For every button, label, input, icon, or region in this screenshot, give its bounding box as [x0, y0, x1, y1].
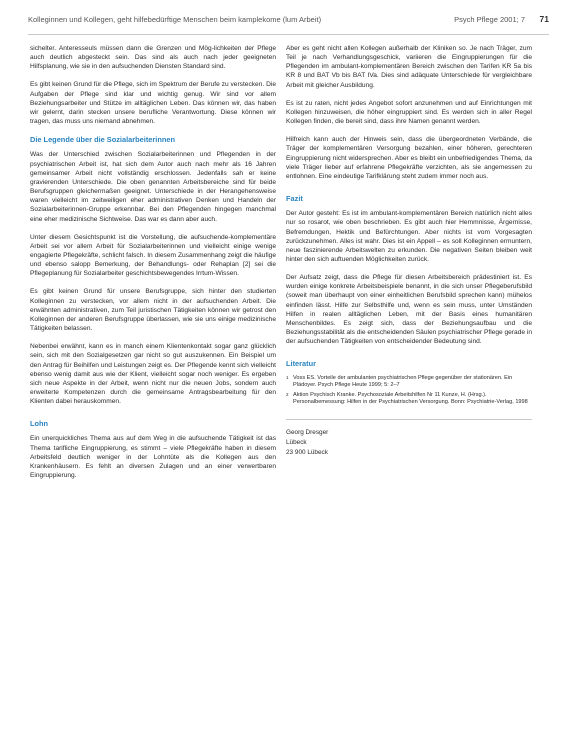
paragraph: Der Autor gesteht: Es ist im ambulant-komplementären Bereich natürlich nicht alles nur so rosarot, wie oben beschrieben. Es gibt auch hier Hemmnisse, Ärgernisse, Befremdungen, Hektik und Befürchtungen. Aber nichts ist vom Vorgesagten zurückzunehmen. Alles ist wahr. Dies ist ein Appell – es soll Kolleginnen ermuntern, neue faszinierende Arbeitswelten zu erkunden. Die negativen Seiten bleiben weit hinter den sich auftuenden Möglichkeiten zurück.: [286, 210, 532, 263]
paragraph: Ein unerquickliches Thema aus auf dem Weg in die aufsuchende Tätigkeit ist das Thema tarifliche Eingruppierung, es stimmt – viele Pflegekräfte haben in diesem Arbeitsfeld deutlich weniger in der Lohntüte als die Kollegen aus den Krankenhäusern. Es fehlt an diversen Zulagen und an einer verwertbaren Eingruppierung.: [30, 435, 276, 480]
paragraph: sichelter. Anteresseuls müssen dann die Grenzen und Mög-lichkeiten der Pflege auch deutlich abgesteckt sein. Das sind als auch nach jeder geeigneten Hilfsplanung, wie sie in den aufsuchenden Diensten Standard sind.: [30, 45, 276, 71]
left-column: [30, 44, 276, 489]
paragraph: Es gibt keinen Grund für die Pflege, sich im Spektrum der Berufe zu verstecken. Die Aufgaben der Pflege sind klar und wichtig genug. Wir sind vor allem Beziehungsarbeiter und Stütze im alltäglichen Leben. Das können wir, das haben wir gelernt, darin stecken unsere berufliche Verantwortung. Diese können wir tragen, das muss uns niemand abnehmen.: [30, 81, 276, 126]
paragraph: Unter diesem Gesichtspunkt ist die Vorstellung, die aufsuchende-komplementäre Arbeit sei vor allem Arbeit für Sozialarbeiterinnen und vielleicht einige wenige engagierte Pflegekräfte, schlicht falsch. In diesem Zusammenhang zeigt die häufige und ebenso salopp Bemerkung, der Behandlungs- oder Rehaplan [2] sei die Pflegeplanung für Sozialarbeiter geschichtsbewegendes Irrtum-Wissen.: [30, 233, 276, 278]
divider: [286, 419, 532, 420]
reference-text: Voss ES. Vorteile der ambulanten psychiatrischen Pflege gegenüber der stationären. Ein Plädoyer. Psych Pflege Heute 1999; 5: 2–7: [293, 374, 513, 389]
reference-item: [286, 375, 532, 390]
reference-number: 1: [286, 374, 289, 380]
author-address-line: Lübeck: [286, 438, 307, 446]
paragraph: Nebenbei erwähnt, kann es in manch einem Klientenkontakt sogar ganz glücklich sein, sich mit den Sozialgesetzen gar nicht so gut auszukennen. Ein Beispiel um den Antrag für Beihilfen und Leistungen zeigt es. Der Pflegende kennt sich vielleicht ebenso wenig damit aus wie der Klient, vielleicht sogar noch weniger. Es ergeben sich neue Aspekte in der Arbeit, wenn nicht nur die neuen Jobs, sondern auch erweiterte Kompetenzen durch die gemeinsame Antragsbearbeitung für den Klienten dabei herauskommen.: [30, 343, 276, 406]
paragraph: Hilfreich kann auch der Hinweis sein, dass die übergeordneten Verbände, die Träger der komplementären Versorgung bezahlen, einer höheren, gerechteren Eingruppierung nicht widersprechen. Aber es bleibt ein unbefriedigendes Thema, da viele Träger lieber auf erfahrene Pflegekräfte verzichten, als sie angemessen zu entlohnen. Eine eindeutige Tarifklärung steht zudem immer noch aus.: [286, 136, 532, 180]
author-address-line: 23 900 Lübeck: [286, 448, 328, 456]
paragraph: Aber es geht nicht allen Kollegen außerhalb der Kliniken so. Je nach Träger, zum Teil je nach Verhandlungsgeschick, variieren die Eingruppierungen für die Pflegenden im ambulant-komplementären Bereich zwischen den Tarifen KR 5a bis KR 8 und BAT Vb bis BAT IVa. Dies sind adäquate Unterschiede für vergleichbare Arbeit mit gleicher Ausbildung.: [286, 45, 532, 89]
author-name: Georg Dresger: [286, 428, 329, 436]
section-heading-literatur: Literatur: [286, 359, 316, 369]
paragraph: Der Aufsatz zeigt, dass die Pflege für diesen Arbeitsbereich prädestiniert ist. Es wurden einige konkrete Arbeitsbeispiele benannt, in die sich unser Pflegeberufsbild (soweit man überhaupt von einer einheitlichen Berufsbild sprechen kann) mühelos einfinden lässt. Hilfe zur Selbsthilfe und, wenn es sein muss, unter Umständen Hilfen in realen alltäglichen Leben, mit der Basis eines humanitären Menschenbildes. Es zeigt sich, dass der Beziehungsaufbau und die Beziehungsstabilität als die entscheidenden Säulen psychiatrischer Pflege gerade in der aufsuchenden Tätigkeiten von entscheidender Bedeutung sind.: [286, 274, 532, 346]
reference-item: [286, 392, 532, 407]
author-block: [286, 419, 532, 457]
right-column: [286, 44, 532, 458]
reference-text: Aktion Psychisch Kranke. Psychosoziale Arbeitshilfen Nr 11 Kunze, H. (Hrsg.). Personalbemessung: Hilfen in der Psychiatrischen Versorgung. Bonn: Psychiatrie-Verlag, 1998: [293, 391, 528, 406]
section-heading-lohn: Lohn: [30, 419, 49, 429]
section-heading-sozialarbeiter: Die Legende über die Sozialarbeiterinnen: [30, 135, 175, 145]
journal-citation: Psych Pflege 2001; 7: [454, 15, 525, 24]
reference-number: 2: [286, 391, 289, 397]
paragraph: Es gibt keinen Grund für unsere Berufsgruppe, sich hinter den studierten Kolleginnen zu verstecken, vor allem nicht in der aufsuchenden Arbeit. Die erwähnten administrativen, zum Teil juristischen Tätigkeiten können wir getrost den Kolleginnen der anderen Berufsgruppe überlassen, wie sie uns einige medizinische Tätigkeiten belassen.: [30, 288, 276, 333]
header-left-text: Kolleginnen und Kollegen, geht hilfebedürftige Menschen beim kamplekome (lum Arbeit): [28, 15, 322, 24]
page-number: 71: [539, 14, 549, 24]
section-heading-fazit: Fazit: [286, 194, 303, 204]
paragraph: Was der Unterschied zwischen Sozialarbeiterinnen und Pflegenden in der psychiatrischen Arbeit ist, hat sich dem Autor auch nach mehr als 16 Jahren gemeinsamer Arbeit nicht vollständig erschlossen. Jedenfalls sah er keine gravierenden Unterschiede. Die oben genannten Arbeitsbereiche sind für beide Berufsgruppen gleichermaßen geeignet. Unterschiede in der Herangehensweise waren vielleicht im zeitweiligen eher administrativen Denken und Handeln der Sozialarbeiterinnen-Gruppe erkennbar. Bei den Pflegenden hingegen manchmal eine eher medizinische Sichtweise. Das war es dann aber auch.: [30, 151, 276, 223]
paragraph: Es ist zu raten, nicht jedes Angebot sofort anzunehmen und auf Einrichtungen mit Kollegen hinzuweisen, die höher eingruppiert sind. Es werden sich in aller Regel Kollegen finden, die bereit sind, dass ihre Namen genannt werden.: [286, 99, 532, 126]
reference-list: [286, 375, 532, 407]
running-header: [28, 10, 549, 35]
